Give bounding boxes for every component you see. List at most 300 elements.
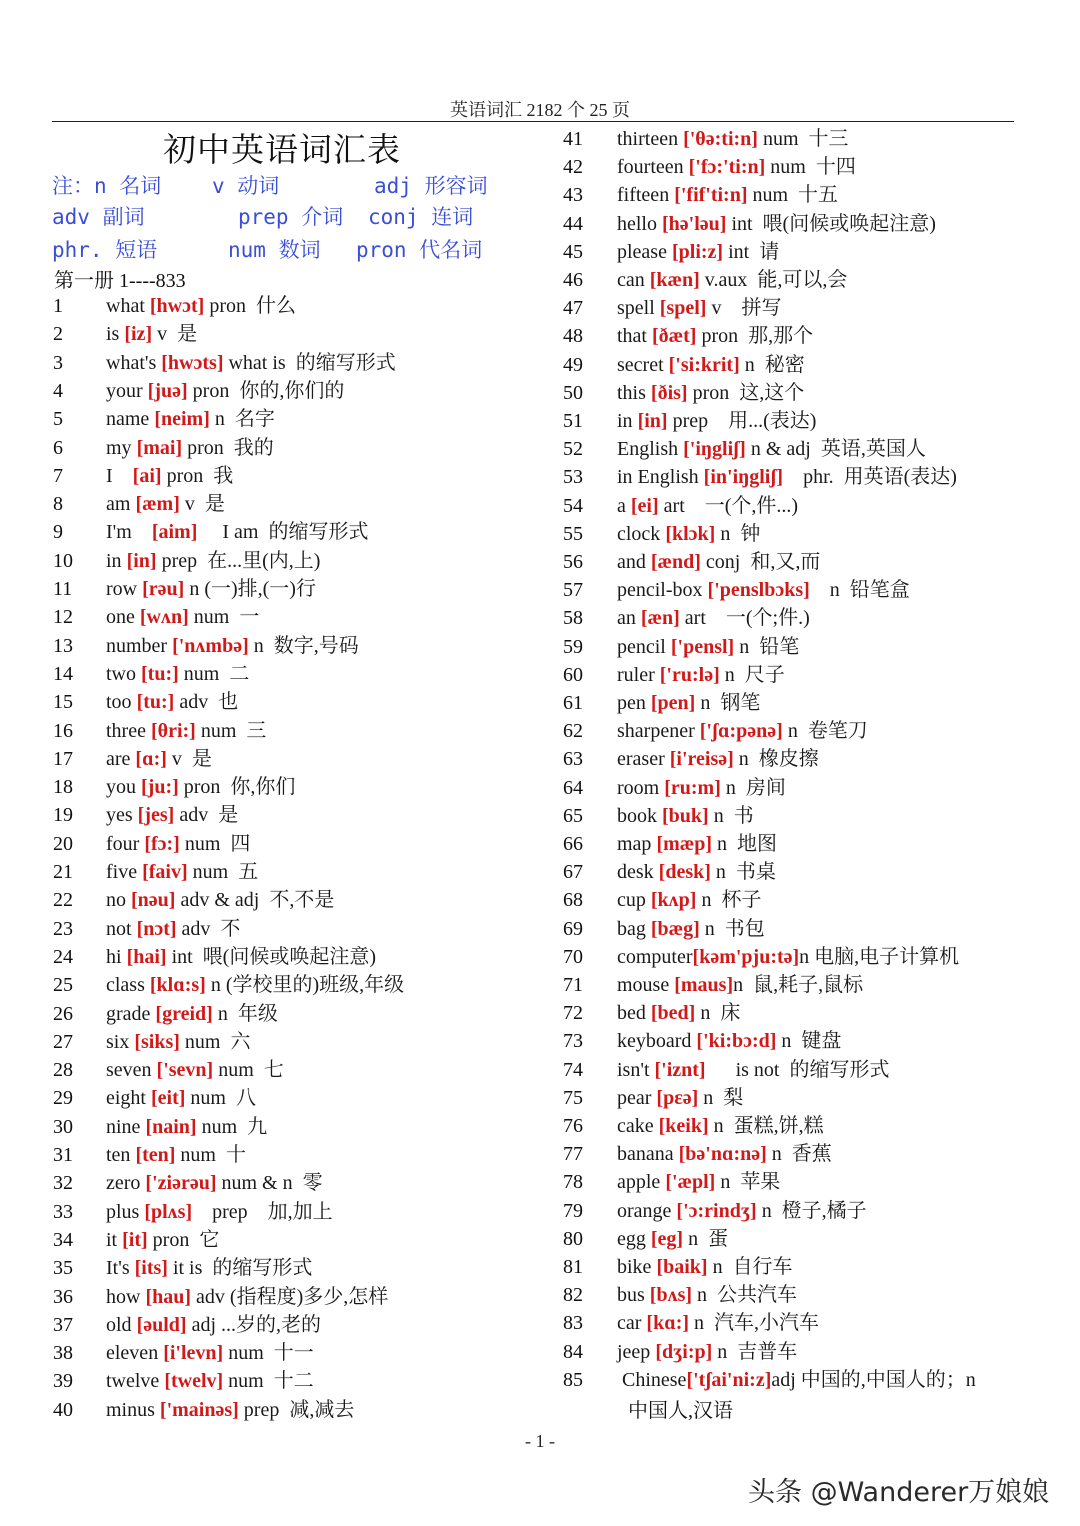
entry-meaning: adv (指程度)多少,怎样 <box>191 1285 389 1308</box>
entry-word: car <box>617 1312 647 1335</box>
entry-number: 83 <box>563 1312 583 1335</box>
entry-number: 25 <box>53 974 73 997</box>
entry-meaning: n 梨 <box>698 1086 744 1109</box>
entry-meaning: pron 什么 <box>204 295 296 317</box>
entry-phonetic: [ei] <box>630 494 659 517</box>
entry-phonetic: [pen] <box>650 692 696 714</box>
entry-word: how <box>106 1285 146 1308</box>
legend-row-1 <box>52 170 512 202</box>
entry-text <box>617 548 820 576</box>
entry-meaning: num 十五 <box>747 184 839 207</box>
entry-meaning: n 地图 <box>711 833 777 855</box>
entry-phonetic: [faiv] <box>142 861 188 883</box>
entry-text <box>617 1027 841 1055</box>
entry-meaning: n 书桌 <box>710 861 776 884</box>
entry-text <box>617 181 838 209</box>
entry-number: 85 <box>563 1368 583 1391</box>
entry-word: bike <box>617 1256 657 1278</box>
entry-text <box>617 915 765 943</box>
entry-word: bag <box>617 917 651 940</box>
entry-text <box>617 266 847 294</box>
entry-text <box>617 858 776 886</box>
entry-word: seven <box>106 1059 157 1082</box>
entry-phonetic: [ænd] <box>650 551 701 573</box>
entry-meaning: n 吉普车 <box>712 1340 798 1363</box>
entry-number: 3 <box>53 351 63 374</box>
entry-text <box>617 943 959 971</box>
entry-meaning: n 铅笔 <box>734 635 800 658</box>
entry-phonetic: ['ziərəu] <box>145 1172 217 1195</box>
entry-text <box>106 717 266 745</box>
entry-text <box>106 971 404 999</box>
entry-phonetic: ['si:krit] <box>668 353 740 376</box>
entry-phonetic: [spel] <box>659 297 707 320</box>
entry-text <box>106 915 240 943</box>
entry-word: can <box>617 269 650 291</box>
entry-word: eraser <box>617 748 670 771</box>
entry-meaning: n 杯子 <box>696 889 762 912</box>
entry-number: 76 <box>563 1115 583 1137</box>
entry-meaning: int 喂(问候或唤起注意) <box>166 945 376 968</box>
entry-word: two <box>106 662 141 685</box>
legend-adj: adj 形容词 <box>374 174 488 198</box>
entry-word: zero <box>106 1172 146 1195</box>
entry-meaning: num 八 <box>185 1087 256 1110</box>
entry-phonetic: [buk] <box>662 804 709 827</box>
entry-number: 75 <box>563 1086 583 1109</box>
entry-number: 38 <box>53 1342 73 1365</box>
entry-word: am <box>106 493 136 516</box>
entry-text <box>106 320 197 348</box>
entry-phonetic: [neim] <box>154 408 210 431</box>
entry-phonetic: [kʌp] <box>650 889 697 912</box>
entry-text <box>106 830 250 858</box>
entry-meaning: v 拼写 <box>706 297 782 320</box>
entry-word: room <box>617 776 665 799</box>
entry-number: 29 <box>53 1087 73 1110</box>
entry-phonetic: [əuld] <box>136 1313 187 1336</box>
entry-number: 54 <box>563 494 583 517</box>
entry-number: 53 <box>563 466 583 489</box>
entry-number: 56 <box>563 551 583 573</box>
entry-phonetic: [eit] <box>151 1087 186 1110</box>
entry-number: 55 <box>563 522 583 545</box>
entry-word: class <box>106 974 150 997</box>
page-number: - 1 - <box>525 1431 555 1451</box>
entry-number: 81 <box>563 1256 583 1278</box>
entry-meaning: prep 用...(表达) <box>667 410 817 432</box>
entry-meaning: n 钢笔 <box>695 692 761 714</box>
entry-meaning: num 四 <box>179 832 251 855</box>
entry-number: 42 <box>563 156 583 179</box>
entry-word: an <box>617 607 641 630</box>
entry-text <box>106 1056 284 1084</box>
entry-word: bus <box>617 1284 650 1307</box>
entry-meaning: n (学校里的)班级,年级 <box>205 974 405 997</box>
entry-meaning: num 一 <box>188 606 260 629</box>
entry-meaning: num 十三 <box>757 128 849 150</box>
legend-adv: adv 副词 <box>52 205 145 229</box>
entry-text <box>617 689 760 717</box>
entry-phonetic: [hau] <box>145 1285 192 1308</box>
entry-number: 20 <box>53 832 73 855</box>
entry-number: 37 <box>53 1313 73 1336</box>
entry-meaning: n 蛋 <box>683 1227 729 1250</box>
entry-phonetic: [dʒi:p] <box>655 1340 713 1363</box>
entry-phonetic: [nain] <box>145 1115 197 1138</box>
legend-conj: conj 连词 <box>368 205 474 229</box>
entry-number: 36 <box>53 1285 73 1308</box>
entry-meaning: n 床 <box>695 1002 741 1025</box>
entry-text <box>617 661 785 689</box>
entry-word: banana <box>617 1143 679 1166</box>
entry-meaning: n 香蕉 <box>766 1143 832 1166</box>
entry-phonetic: [æm] <box>135 493 180 516</box>
entry-phonetic: [fɔ:] <box>144 832 180 855</box>
entry-phonetic: [maus] <box>674 974 734 996</box>
entry-text <box>617 1140 832 1168</box>
entry-text <box>617 1197 867 1225</box>
entry-phonetic: [bʌs] <box>649 1284 693 1307</box>
entry-word: ten <box>106 1144 136 1166</box>
entry-number: 8 <box>53 493 63 516</box>
entry-phonetic: [greid] <box>155 1002 213 1025</box>
entry-word: secret <box>617 353 669 376</box>
entry-text <box>617 886 761 914</box>
entry-meaning: n 房间 <box>720 776 786 799</box>
entry-text <box>617 745 819 773</box>
entry-number: 22 <box>53 889 73 912</box>
entry-meaning: v 是 <box>152 323 198 346</box>
entry-meaning: v.aux 能,可以,会 <box>699 269 848 291</box>
entry-meaning: it is 的缩写形式 <box>167 1257 313 1280</box>
entry-text <box>106 434 274 462</box>
entry-text <box>617 238 779 266</box>
entry-word: yes <box>106 804 138 827</box>
entry-text <box>106 575 316 603</box>
entry-number: 48 <box>563 325 583 348</box>
entry-meaning: prep 在...里(内,上) <box>156 549 321 572</box>
entry-text <box>106 490 225 518</box>
entry-phonetic: ['ɔ:rindʒ] <box>676 1199 757 1222</box>
entry-word: mouse <box>617 974 675 996</box>
entry-phonetic: [ru:m] <box>664 776 721 799</box>
entry-word: hello <box>617 212 662 235</box>
entry-phonetic: [wʌn] <box>139 606 189 629</box>
entry-word: jeep <box>617 1340 656 1363</box>
entry-number: 27 <box>53 1030 73 1053</box>
entry-text <box>106 1169 323 1197</box>
entry-word: in <box>617 410 638 432</box>
legend-verb: v 动词 <box>212 174 280 198</box>
entry-meaning: n 苹果 <box>715 1171 781 1194</box>
entry-word: what's <box>106 351 162 374</box>
entry-text <box>106 801 238 829</box>
entry-text <box>617 1366 976 1394</box>
entry-text <box>106 1254 312 1282</box>
entry-number: 23 <box>53 917 73 940</box>
entry-word: old <box>106 1313 137 1336</box>
entry-text <box>617 576 910 604</box>
entry-phonetic: [i'levn] <box>163 1342 224 1365</box>
entry-number: 41 <box>563 128 583 150</box>
entry-number: 77 <box>563 1143 583 1166</box>
entry-phonetic: [its] <box>134 1257 168 1280</box>
entry-meaning: pron 你的,你们的 <box>187 379 345 402</box>
legend-pron: pron 代名词 <box>356 238 483 262</box>
entry-phonetic: [pεə] <box>656 1086 699 1109</box>
entry-meaning: n 尺子 <box>719 663 785 686</box>
entry-word: book <box>617 804 662 827</box>
entry-word: and <box>617 551 651 573</box>
entry-meaning: num 七 <box>213 1059 284 1082</box>
entry-phonetic: [baik] <box>656 1256 708 1278</box>
entry-word: thirteen <box>617 128 684 150</box>
entry-word: name <box>106 408 155 431</box>
entry-word: no <box>106 889 131 912</box>
entry-meaning: n 自行车 <box>707 1256 793 1278</box>
entry-phonetic: [in'iŋgliʃ] <box>703 466 784 489</box>
entry-text <box>617 322 813 350</box>
entry-meaning: adv 是 <box>174 804 239 827</box>
entry-word: your <box>106 379 148 402</box>
entry-word: pear <box>617 1086 657 1109</box>
entry-number: 45 <box>563 240 583 263</box>
entry-text <box>617 1225 728 1253</box>
entry-meaning: pron 那,那个 <box>696 325 814 348</box>
entry-text <box>106 773 295 801</box>
entry-meaning: n & adj 英语,英国人 <box>745 438 926 461</box>
entry-text <box>106 1198 333 1226</box>
entry-word: English <box>617 438 684 461</box>
entry-phonetic: [i'reisə] <box>669 748 734 771</box>
entry-meaning: n 橡皮擦 <box>733 748 819 771</box>
entry-number: 51 <box>563 410 583 432</box>
entry-phonetic: ['æpl] <box>665 1171 716 1194</box>
entry-number: 58 <box>563 607 583 630</box>
entry-meaning: n 公共汽车 <box>692 1284 798 1307</box>
entry-word: a <box>617 494 631 517</box>
entry-meaning: num 五 <box>187 861 259 883</box>
entry-word: twelve <box>106 1370 165 1393</box>
entry-word: pencil <box>617 635 671 658</box>
entry-number: 40 <box>53 1398 73 1421</box>
entry-text <box>106 1367 314 1395</box>
entry-text <box>617 1281 797 1309</box>
entry-phonetic: [nəu] <box>131 889 176 912</box>
entry-number: 63 <box>563 748 583 771</box>
entry-text <box>106 886 334 914</box>
entry-text <box>106 632 359 660</box>
entry-word: in <box>106 549 127 572</box>
entry-meaning: pron 我的 <box>182 436 274 459</box>
entry-number: 74 <box>563 1058 583 1081</box>
entry-text <box>617 717 868 745</box>
entry-phonetic: [hwɔts] <box>161 351 224 374</box>
entry-text <box>617 379 804 407</box>
entry-word: three <box>106 719 151 742</box>
entry-number: 73 <box>563 1030 583 1053</box>
entry-meaning: adv 不 <box>176 917 241 940</box>
entry-phonetic: [siks] <box>134 1030 180 1053</box>
entry-word: what <box>106 295 150 317</box>
entry-word: clock <box>617 522 666 545</box>
entry-phonetic: ['iznt] <box>654 1058 706 1081</box>
entry-phonetic: [desk] <box>658 861 711 884</box>
entry-text <box>106 1396 354 1424</box>
entry-phonetic: ['ʃɑ:pənə] <box>699 720 783 743</box>
entry-meaning: num 二 <box>178 662 250 685</box>
entry-meaning: adj 中国的,中国人的；n <box>771 1368 976 1391</box>
entry-meaning: n 蛋糕,饼,糕 <box>708 1115 824 1137</box>
entry-phonetic: [twelv] <box>164 1370 224 1393</box>
entry-text <box>617 971 863 999</box>
entry-number: 16 <box>53 719 73 742</box>
entry-number: 71 <box>563 974 583 996</box>
entry-number: 52 <box>563 438 583 461</box>
entry-text <box>106 405 275 433</box>
entry-text <box>617 520 760 548</box>
entry-phonetic: [rəu] <box>142 578 185 600</box>
entry-phonetic: [hai] <box>126 945 167 968</box>
entry-word: cake <box>617 1115 659 1137</box>
entry-number: 28 <box>53 1059 73 1082</box>
entry-text <box>106 1000 278 1028</box>
entry-number: 6 <box>53 436 63 459</box>
entry-number: 4 <box>53 379 63 402</box>
entry-text <box>106 1028 250 1056</box>
entry-text <box>106 292 296 320</box>
entry-meaning: n 鼠,耗子,鼠标 <box>733 974 864 996</box>
entry-number: 49 <box>563 353 583 376</box>
entry-word: is <box>106 323 125 346</box>
entry-phonetic: [bə'nɑ:nə] <box>678 1143 767 1166</box>
entry-number: 30 <box>53 1115 73 1138</box>
entry-text <box>617 407 816 435</box>
entry-number: 21 <box>53 861 73 883</box>
entry-word: pen <box>617 692 651 714</box>
entry-number: 18 <box>53 776 73 799</box>
entry-meaning: prep 加,加上 <box>192 1200 333 1223</box>
entry-phonetic: [klɑ:s] <box>149 974 206 997</box>
entry-phonetic: ['penslbɔks] <box>707 579 810 602</box>
entry-word: minus <box>106 1398 160 1421</box>
entry-phonetic: ['tʃai'ni:z] <box>686 1368 772 1391</box>
entry-meaning: n 名字 <box>209 408 275 431</box>
document-title: 初中英语词汇表 <box>163 130 401 169</box>
entry-number: 24 <box>53 945 73 968</box>
entry-number: 67 <box>563 861 583 884</box>
entry-meaning: adj ...岁的,老的 <box>186 1313 321 1336</box>
entry-number: 80 <box>563 1227 583 1250</box>
entry-phonetic: [ju:] <box>141 776 179 799</box>
entry-phonetic: [tu:] <box>141 662 179 685</box>
entry-meaning: num & n 零 <box>216 1172 323 1195</box>
entry-text <box>617 1084 743 1112</box>
entry-phonetic: [kəm'pju:tə] <box>692 945 800 968</box>
entry-phonetic: ['ru:lə] <box>659 663 720 686</box>
entry-meaning: is not 的缩写形式 <box>705 1058 890 1081</box>
entry-number: 70 <box>563 945 583 968</box>
entry-number: 43 <box>563 184 583 207</box>
entry-phonetic: ['fif'ti:n] <box>674 184 748 207</box>
entry-number: 44 <box>563 212 583 235</box>
entry-number: 1 <box>53 295 63 317</box>
entry-phonetic: ['θə:ti:n] <box>683 128 758 150</box>
entry-number: 9 <box>53 521 63 544</box>
entry-word: cup <box>617 889 651 912</box>
entry-meaning: n 电脑,电子计算机 <box>799 945 960 968</box>
entry-number: 39 <box>53 1370 73 1393</box>
entry-meaning: n 年级 <box>212 1002 278 1025</box>
entry-text <box>106 1311 321 1339</box>
legend-num: num 数词 <box>228 238 321 262</box>
entry-meaning: adv 也 <box>174 691 239 714</box>
entry-number: 19 <box>53 804 73 827</box>
entry-number: 78 <box>563 1171 583 1194</box>
entry-text <box>106 660 249 688</box>
entry-meaning: art 一(个;件.) <box>679 607 810 630</box>
entry-meaning: art 一(个,件...) <box>658 494 799 517</box>
entry-text <box>617 210 936 238</box>
entry-phonetic: [hwɔt] <box>149 295 205 317</box>
entry-meaning: v 是 <box>166 747 212 770</box>
entry-word: egg <box>617 1227 651 1250</box>
entry-text <box>617 1309 819 1337</box>
entry-text <box>106 462 233 490</box>
entry-number: 31 <box>53 1144 73 1166</box>
entry-text <box>617 604 810 632</box>
entry-word: orange <box>617 1199 677 1222</box>
entry-phonetic: [jes] <box>137 804 175 827</box>
entry-phonetic: [juə] <box>147 379 188 402</box>
entry-text <box>617 294 781 322</box>
entry-number: 35 <box>53 1257 73 1280</box>
legend-phr: phr. 短语 <box>52 238 158 262</box>
entry-meaning: pron 这,这个 <box>687 381 805 404</box>
entry-text <box>617 435 926 463</box>
entry-number: 84 <box>563 1340 583 1363</box>
entry-word: eleven <box>106 1342 164 1365</box>
entry-number: 57 <box>563 579 583 602</box>
entry-meaning: int 请 <box>723 240 780 263</box>
entry-text <box>106 1084 256 1112</box>
entry-number: 66 <box>563 833 583 855</box>
entry-meaning: n 书 <box>708 804 754 827</box>
entry-phonetic: [ðæt] <box>652 325 697 348</box>
entry-meaning: pron 你,你们 <box>178 776 296 799</box>
entry-meaning: n 秘密 <box>739 353 805 376</box>
entry-word: bed <box>617 1002 651 1025</box>
entry-meaning: n 书包 <box>699 917 765 940</box>
entry-meaning: num 六 <box>179 1030 251 1053</box>
entry-text <box>617 153 856 181</box>
entry-meaning: n 橙子,橘子 <box>756 1199 867 1222</box>
entry-text <box>106 603 259 631</box>
entry-word: I <box>106 464 133 487</box>
entry-phonetic: [keik] <box>658 1115 709 1137</box>
entry-phonetic: [tu:] <box>136 691 175 714</box>
entry-word: desk <box>617 861 659 884</box>
entry-word: keyboard <box>617 1030 697 1053</box>
entry-word: too <box>106 691 137 714</box>
entry-number: 17 <box>53 747 73 770</box>
entry-text <box>106 518 368 546</box>
entry-meaning: num 十一 <box>223 1342 314 1365</box>
entry-phonetic: [in] <box>637 410 668 432</box>
entry-meaning: num 十二 <box>223 1370 314 1393</box>
entry-word: six <box>106 1030 135 1053</box>
